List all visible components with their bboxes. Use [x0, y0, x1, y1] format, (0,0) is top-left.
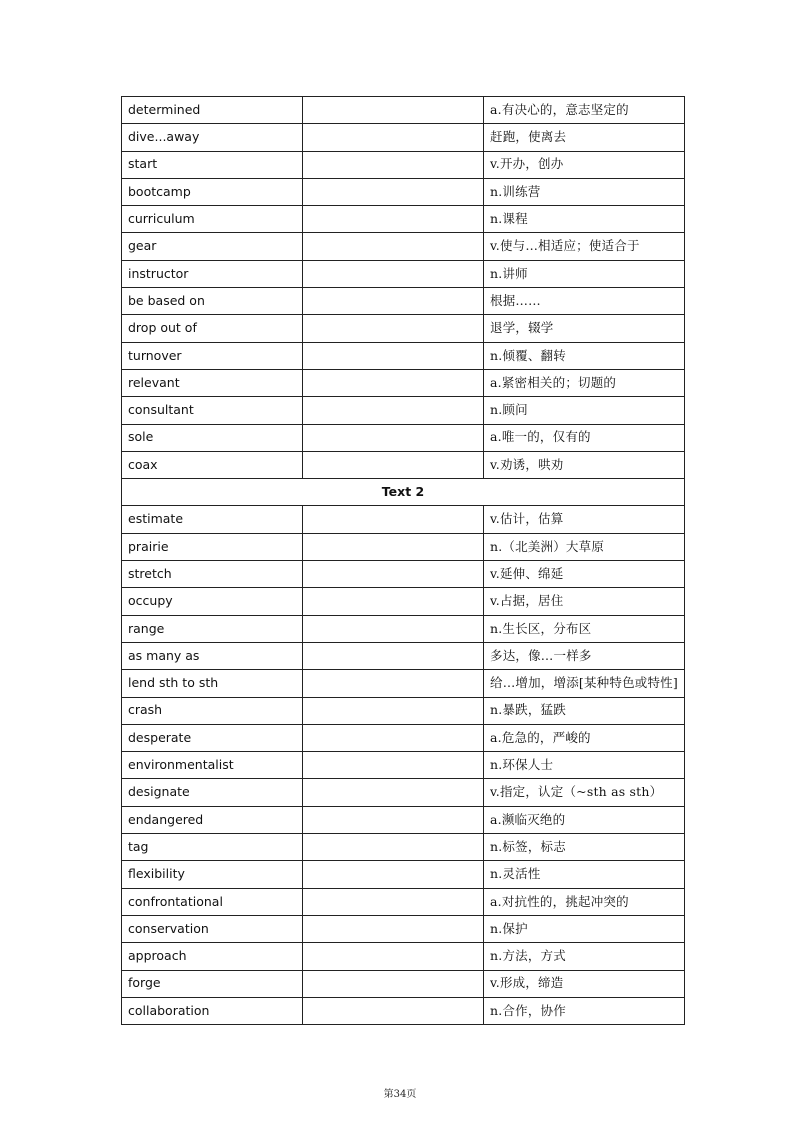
- answer-blank-cell: [303, 588, 484, 615]
- meaning-cell: n.方法，方式: [484, 943, 685, 970]
- table-row: [122, 124, 685, 151]
- table-row: [122, 724, 685, 751]
- table-row: [122, 997, 685, 1024]
- answer-blank-cell: [303, 233, 484, 260]
- table-row: [122, 697, 685, 724]
- meaning-cell: n.合作，协作: [484, 997, 685, 1024]
- word-cell: be based on: [122, 288, 303, 315]
- meaning-cell: a.有决心的，意志坚定的: [484, 97, 685, 124]
- word-cell: flexibility: [122, 861, 303, 888]
- meaning-cell: v.形成，缔造: [484, 970, 685, 997]
- answer-blank-cell: [303, 206, 484, 233]
- word-cell: stretch: [122, 561, 303, 588]
- table-row: [122, 260, 685, 287]
- table-row: [122, 888, 685, 915]
- word-cell: relevant: [122, 369, 303, 396]
- answer-blank-cell: [303, 615, 484, 642]
- table-row: [122, 970, 685, 997]
- word-cell: forge: [122, 970, 303, 997]
- answer-blank-cell: [303, 779, 484, 806]
- table-row: [122, 342, 685, 369]
- meaning-cell: 多达，像…一样多: [484, 642, 685, 669]
- meaning-cell: v.延伸、绵延: [484, 561, 685, 588]
- word-cell: coax: [122, 451, 303, 478]
- answer-blank-cell: [303, 642, 484, 669]
- answer-blank-cell: [303, 943, 484, 970]
- meaning-cell: n.标签，标志: [484, 834, 685, 861]
- meaning-cell: a.紧密相关的；切题的: [484, 369, 685, 396]
- word-cell: consultant: [122, 397, 303, 424]
- table-row: [122, 533, 685, 560]
- meaning-cell: v.使与…相适应；使适合于: [484, 233, 685, 260]
- answer-blank-cell: [303, 97, 484, 124]
- word-cell: dive...away: [122, 124, 303, 151]
- meaning-cell: v.开办，创办: [484, 151, 685, 178]
- table-row: [122, 670, 685, 697]
- meaning-cell: 赶跑，使离去: [484, 124, 685, 151]
- answer-blank-cell: [303, 997, 484, 1024]
- word-cell: designate: [122, 779, 303, 806]
- word-cell: tag: [122, 834, 303, 861]
- word-cell: desperate: [122, 724, 303, 751]
- answer-blank-cell: [303, 724, 484, 751]
- table-row: [122, 806, 685, 833]
- meaning-cell: n.（北美洲）大草原: [484, 533, 685, 560]
- answer-blank-cell: [303, 342, 484, 369]
- answer-blank-cell: [303, 915, 484, 942]
- answer-blank-cell: [303, 806, 484, 833]
- meaning-cell: v.占据，居住: [484, 588, 685, 615]
- table-row: [122, 642, 685, 669]
- word-cell: gear: [122, 233, 303, 260]
- meaning-cell: 根据……: [484, 288, 685, 315]
- table-row: [122, 834, 685, 861]
- answer-blank-cell: [303, 315, 484, 342]
- table-row: [122, 206, 685, 233]
- meaning-cell: v.估计，估算: [484, 506, 685, 533]
- answer-blank-cell: [303, 506, 484, 533]
- table-row: [122, 506, 685, 533]
- word-cell: turnover: [122, 342, 303, 369]
- answer-blank-cell: [303, 861, 484, 888]
- page-number: 第34页: [383, 1089, 417, 1100]
- answer-blank-cell: [303, 561, 484, 588]
- answer-blank-cell: [303, 670, 484, 697]
- word-cell: prairie: [122, 533, 303, 560]
- meaning-cell: a.濒临灭绝的: [484, 806, 685, 833]
- word-cell: lend sth to sth: [122, 670, 303, 697]
- meaning-cell: n.课程: [484, 206, 685, 233]
- word-cell: instructor: [122, 260, 303, 287]
- word-cell: sole: [122, 424, 303, 451]
- answer-blank-cell: [303, 533, 484, 560]
- word-cell: bootcamp: [122, 178, 303, 205]
- word-cell: confrontational: [122, 888, 303, 915]
- vocabulary-table: [121, 96, 685, 1025]
- meaning-cell: a.唯一的，仅有的: [484, 424, 685, 451]
- word-cell: endangered: [122, 806, 303, 833]
- answer-blank-cell: [303, 288, 484, 315]
- meaning-cell: 退学，辍学: [484, 315, 685, 342]
- answer-blank-cell: [303, 888, 484, 915]
- table-row: [122, 178, 685, 205]
- table-row: [122, 861, 685, 888]
- table-row: [122, 752, 685, 779]
- word-cell: crash: [122, 697, 303, 724]
- table-row: [122, 943, 685, 970]
- word-cell: curriculum: [122, 206, 303, 233]
- table-row: [122, 315, 685, 342]
- table-row: [122, 615, 685, 642]
- answer-blank-cell: [303, 369, 484, 396]
- word-cell: as many as: [122, 642, 303, 669]
- table-row: [122, 779, 685, 806]
- table-row: [122, 561, 685, 588]
- answer-blank-cell: [303, 970, 484, 997]
- table-row: [122, 288, 685, 315]
- word-cell: range: [122, 615, 303, 642]
- word-cell: environmentalist: [122, 752, 303, 779]
- word-cell: drop out of: [122, 315, 303, 342]
- word-cell: start: [122, 151, 303, 178]
- table-row: [122, 369, 685, 396]
- vocabulary-table-body: [122, 97, 685, 1025]
- answer-blank-cell: [303, 697, 484, 724]
- section-title: Text 2: [122, 479, 685, 506]
- word-cell: occupy: [122, 588, 303, 615]
- meaning-cell: 给…增加，增添[某种特色或特性]: [484, 670, 685, 697]
- table-row: [122, 424, 685, 451]
- answer-blank-cell: [303, 151, 484, 178]
- meaning-cell: n.讲师: [484, 260, 685, 287]
- meaning-cell: a.危急的，严峻的: [484, 724, 685, 751]
- word-cell: determined: [122, 97, 303, 124]
- meaning-cell: n.顾问: [484, 397, 685, 424]
- table-row: [122, 397, 685, 424]
- answer-blank-cell: [303, 834, 484, 861]
- table-row: [122, 97, 685, 124]
- meaning-cell: n.灵活性: [484, 861, 685, 888]
- table-row: [122, 451, 685, 478]
- answer-blank-cell: [303, 451, 484, 478]
- answer-blank-cell: [303, 424, 484, 451]
- meaning-cell: v.指定，认定（~sth as sth）: [484, 779, 685, 806]
- answer-blank-cell: [303, 260, 484, 287]
- answer-blank-cell: [303, 178, 484, 205]
- word-cell: collaboration: [122, 997, 303, 1024]
- meaning-cell: n.环保人士: [484, 752, 685, 779]
- meaning-cell: a.对抗性的，挑起冲突的: [484, 888, 685, 915]
- word-cell: conservation: [122, 915, 303, 942]
- meaning-cell: n.保护: [484, 915, 685, 942]
- answer-blank-cell: [303, 124, 484, 151]
- meaning-cell: v.劝诱，哄劝: [484, 451, 685, 478]
- table-row: [122, 588, 685, 615]
- meaning-cell: n.暴跌，猛跌: [484, 697, 685, 724]
- section-header-row: [122, 479, 685, 506]
- answer-blank-cell: [303, 752, 484, 779]
- table-row: [122, 915, 685, 942]
- word-cell: estimate: [122, 506, 303, 533]
- meaning-cell: n.生长区，分布区: [484, 615, 685, 642]
- meaning-cell: n.倾覆、翻转: [484, 342, 685, 369]
- table-row: [122, 151, 685, 178]
- meaning-cell: n.训练营: [484, 178, 685, 205]
- table-row: [122, 233, 685, 260]
- answer-blank-cell: [303, 397, 484, 424]
- word-cell: approach: [122, 943, 303, 970]
